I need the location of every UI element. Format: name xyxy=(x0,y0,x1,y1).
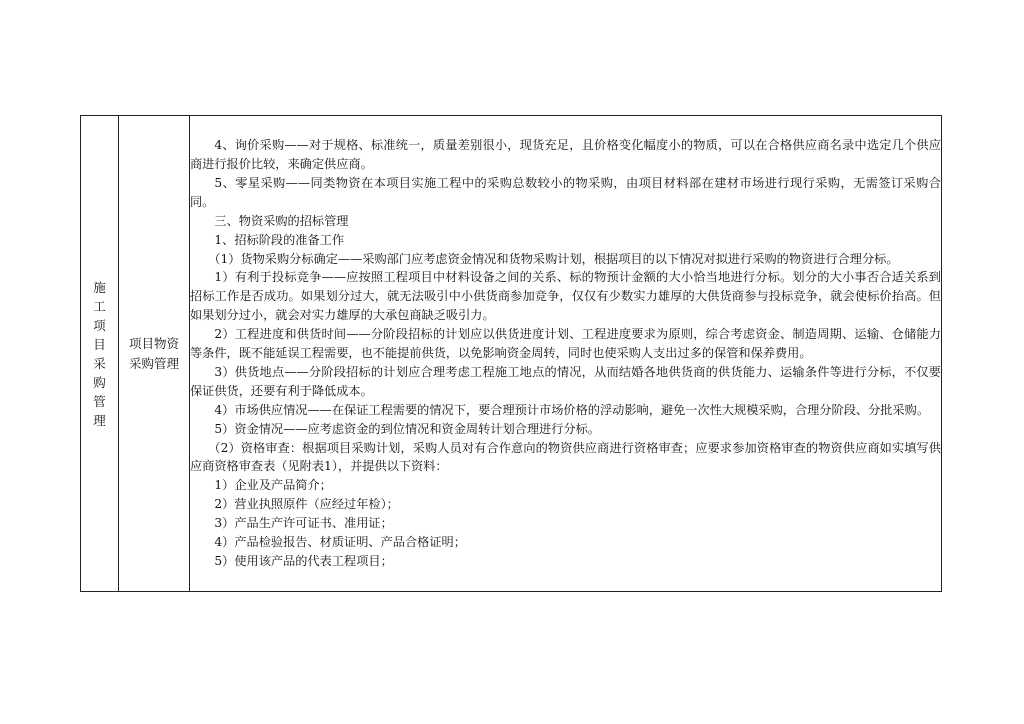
section-cell xyxy=(81,116,119,592)
content-cell xyxy=(190,116,942,592)
paragraph: 5、零星采购——同类物资在本项目实施工程中的采购总数较小的物采购，由项目材料部在建材市场进行现行采购，无需签订采购合同。 xyxy=(190,175,941,209)
paragraph: （1）货物采购分标确定——采购部门应考虑资金情况和货物采购计划，根据项目的以下情况对拟进行采购的物资进行合理分标。 xyxy=(208,251,899,266)
paragraph: 4、询价采购——对于规格、标准统一，质量差别很小，现货充足，且价格变化幅度小的物质，可以在合格供应商名录中选定几个供应商进行报价比较，来确定供应商。 xyxy=(190,138,941,171)
category-cell xyxy=(119,116,190,592)
paragraph: 三、物资采购的招标管理 xyxy=(214,213,349,228)
paragraph: 4）市场供应情况——在保证工程需要的情况下，要合理预计市场价格的浮动影响，避免一次性大规模采购，合理分阶段、分批采购。 xyxy=(214,402,930,417)
paragraph: 2）营业执照原件（应经过年检）； xyxy=(214,497,399,512)
paragraph: （2）资格审查：根据项目采购计划，采购人员对有合作意向的物资供应商进行资格审查；应要求参加资格审查的物资供应商如实填写供应商资格审查表（见附表1），并提供以下资料： xyxy=(190,440,941,474)
paragraph: 3）产品生产许可证书、准用证； xyxy=(214,516,393,531)
table-row xyxy=(81,116,942,592)
procurement-table xyxy=(80,115,942,592)
paragraph: 1）有利于投标竞争——应按照工程项目中材料设备之间的关系、标的物预计金额的大小恰当地进行分标。划分的大小事否合适关系到招标工作是否成功。如果划分过大，就无法吸引中小供货商参加竞争，仅仅有少数实力雄厚的大供货商参与投标竞争，就会使标价抬高。但如果划分过小，就会对实力雄厚的大承包商缺乏吸引力。 xyxy=(190,270,941,323)
paragraph: 5）资金情况——应考虑资金的到位情况和资金周转计划合理进行分标。 xyxy=(214,421,600,436)
category-label: 项目物资采购管理 xyxy=(128,335,179,371)
paragraph: 1、招标阶段的准备工作 xyxy=(214,232,345,247)
paragraph: 4）产品检验报告、材质证明、产品合格证明； xyxy=(214,535,466,550)
paragraph: 2）工程进度和供货时间——分阶段招标的计划应以供货进度计划、工程进度要求为原则，综合考虑资金、制造周期、运输、仓储能力等条件，既不能延误工程需要，也不能提前供货，以免影响资金周转，同时也使采购人支出过多的保管和保养费用。 xyxy=(190,327,941,361)
paragraph: 5）使用该产品的代表工程项目； xyxy=(214,554,393,569)
section-label: 施工项目采购管理 xyxy=(93,279,106,428)
paragraph: 1）企业及产品简介； xyxy=(214,478,332,493)
paragraph: 3）供货地点——分阶段招标的计划应合理考虑工程施工地点的情况，从而结婚各地供货商的供货能力、运输条件等进行分标，不仅要保证供货，还要有利于降低成本。 xyxy=(190,364,941,398)
